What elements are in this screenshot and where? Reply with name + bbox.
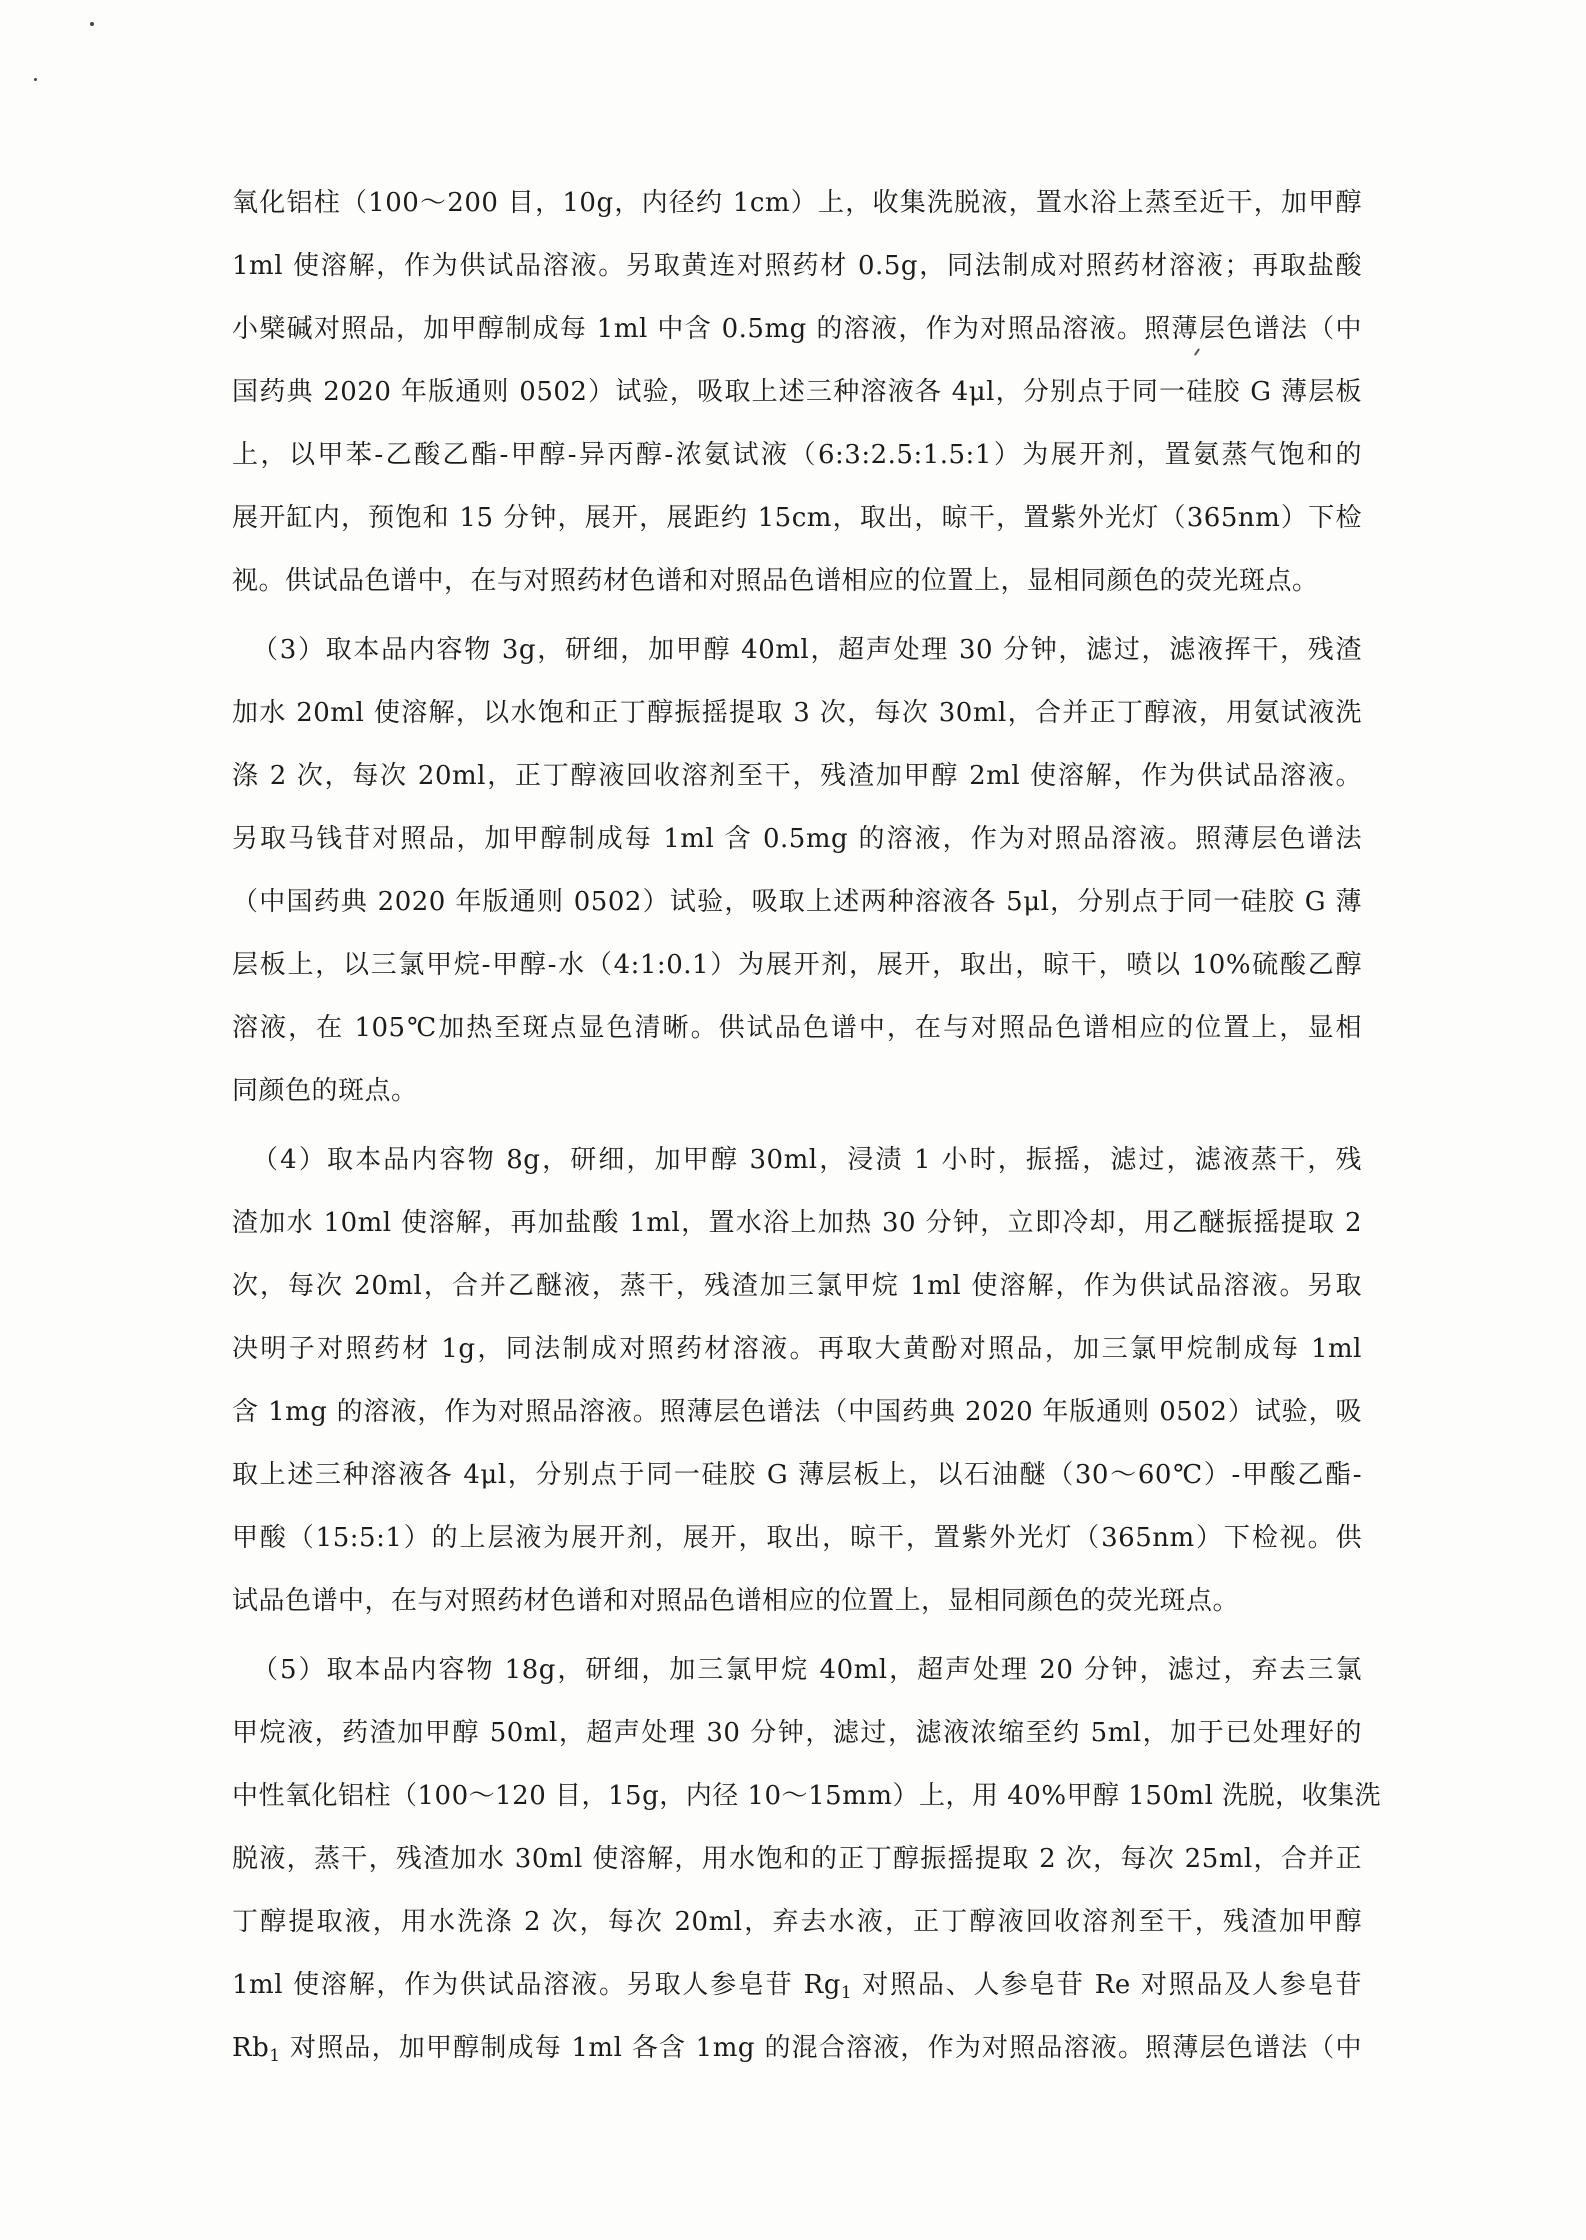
text-line: 次，每次 20ml，合并乙醚液，蒸干，残渣加三氯甲烷 1ml 使溶解，作为供试品溶液。另取: [232, 1271, 1362, 1301]
scan-speck: [90, 22, 94, 26]
text-line: 小檗碱对照品，加甲醇制成每 1ml 中含 0.5mg 的溶液，作为对照品溶液。照薄层色谱法（中: [232, 314, 1362, 344]
paragraph-item-3: [232, 619, 1362, 1123]
text-line: 溶液，在 105℃加热至斑点显色清晰。供试品色谱中，在与对照品色谱相应的位置上，显相: [232, 1013, 1362, 1043]
text-line: 国药典 2020 年版通则 0502）试验，吸取上述三种溶液各 4μl，分别点于同一硅胶 G 薄层板: [232, 377, 1362, 407]
document-body: [232, 172, 1382, 2080]
text-line: 甲烷液，药渣加甲醇 50ml，超声处理 30 分钟，滤过，滤液浓缩至约 5ml，加于已处理好的: [232, 1718, 1362, 1748]
text-line: 层板上，以三氯甲烷-甲醇-水（4:1:0.1）为展开剂，展开，取出，晾干，喷以 10%硫酸乙醇: [232, 950, 1362, 980]
text-line: 取上述三种溶液各 4μl，分别点于同一硅胶 G 薄层板上，以石油醚（30～60℃）-甲酸乙酯-: [232, 1460, 1362, 1490]
text-line: 含 1mg 的溶液，作为对照品溶液。照薄层色谱法（中国药典 2020 年版通则 0502）试验，吸: [232, 1397, 1362, 1427]
paragraph-item-4: [232, 1129, 1362, 1633]
text-line: 中性氧化铝柱（100～120 目，15g，内径 10～15mm）上，用 40%甲醇 150ml 洗脱，收集洗: [232, 1781, 1382, 1811]
text-line: 视。供试品色谱中，在与对照药材色谱和对照品色谱相应的位置上，显相同颜色的荧光斑点。: [232, 566, 1319, 596]
text-line: [232, 1954, 1362, 2017]
text-line: （4）取本品内容物 8g，研细，加甲醇 30ml，浸渍 1 小时，振摇，滤过，滤液蒸干，残: [252, 1145, 1362, 1175]
text-line: 上，以甲苯-乙酸乙酯-甲醇-异丙醇-浓氨试液（6:3:2.5:1.5:1）为展开剂，置氨蒸气饱和的: [232, 440, 1362, 470]
text-line: 氧化铝柱（100～200 目，10g，内径约 1cm）上，收集洗脱液，置水浴上蒸至近干，加甲醇: [232, 188, 1362, 218]
text-line: 试品色谱中，在与对照药材色谱和对照品色谱相应的位置上，显相同颜色的荧光斑点。: [232, 1586, 1240, 1616]
scan-speck: [34, 78, 37, 81]
text-segment: Rb: [232, 2033, 270, 2063]
text-line: （3）取本品内容物 3g，研细，加甲醇 40ml，超声处理 30 分钟，滤过，滤液挥干，残渣: [252, 635, 1362, 665]
text-line: [232, 2017, 1362, 2080]
paragraph-item-5: [232, 1639, 1382, 2080]
text-line: 决明子对照药材 1g，同法制成对照药材溶液。再取大黄酚对照品，加三氯甲烷制成每 1ml: [232, 1334, 1362, 1364]
text-segment: 1ml 使溶解，作为供试品溶液。另取人参皂苷 Rg: [232, 1970, 841, 2000]
paragraph-continuation: [232, 172, 1362, 613]
text-line: 渣加水 10ml 使溶解，再加盐酸 1ml，置水浴上加热 30 分钟，立即冷却，用乙醚振摇提取 2: [232, 1208, 1362, 1238]
subscript: 1: [840, 1983, 853, 2003]
text-segment: 对照品，加甲醇制成每 1ml 各含 1mg 的混合溶液，作为对照品溶液。照薄层色谱法（中: [280, 2033, 1362, 2063]
text-line: 同颜色的斑点。: [232, 1076, 418, 1106]
text-line: 甲酸（15:5:1）的上层液为展开剂，展开，取出，晾干，置紫外光灯（365nm）下检视。供: [232, 1523, 1362, 1553]
text-segment: 对照品、人参皂苷 Re 对照品及人参皂苷: [852, 1970, 1362, 2000]
text-line: 涤 2 次，每次 20ml，正丁醇液回收溶剂至干，残渣加甲醇 2ml 使溶解，作为供试品溶液。: [232, 761, 1362, 791]
text-line: 丁醇提取液，用水洗涤 2 次，每次 20ml，弃去水液，正丁醇液回收溶剂至干，残渣加甲醇: [232, 1907, 1362, 1937]
text-line: 脱液，蒸干，残渣加水 30ml 使溶解，用水饱和的正丁醇振摇提取 2 次，每次 25ml，合并正: [232, 1844, 1362, 1874]
text-line: 加水 20ml 使溶解，以水饱和正丁醇振摇提取 3 次，每次 30ml，合并正丁醇液，用氨试液洗: [232, 698, 1362, 728]
text-line: （中国药典 2020 年版通则 0502）试验，吸取上述两种溶液各 5μl，分别点于同一硅胶 G 薄: [232, 887, 1362, 917]
subscript: 1: [269, 2046, 281, 2066]
text-line: 展开缸内，预饱和 15 分钟，展开，展距约 15cm，取出，晾干，置紫外光灯（365nm）下检: [232, 503, 1362, 533]
text-line: 另取马钱苷对照品，加甲醇制成每 1ml 含 0.5mg 的溶液，作为对照品溶液。照薄层色谱法: [232, 824, 1362, 854]
text-line: 1ml 使溶解，作为供试品溶液。另取黄连对照药材 0.5g，同法制成对照药材溶液；再取盐酸: [232, 251, 1362, 281]
text-line: （5）取本品内容物 18g，研细，加三氯甲烷 40ml，超声处理 20 分钟，滤过，弃去三氯: [252, 1655, 1362, 1685]
